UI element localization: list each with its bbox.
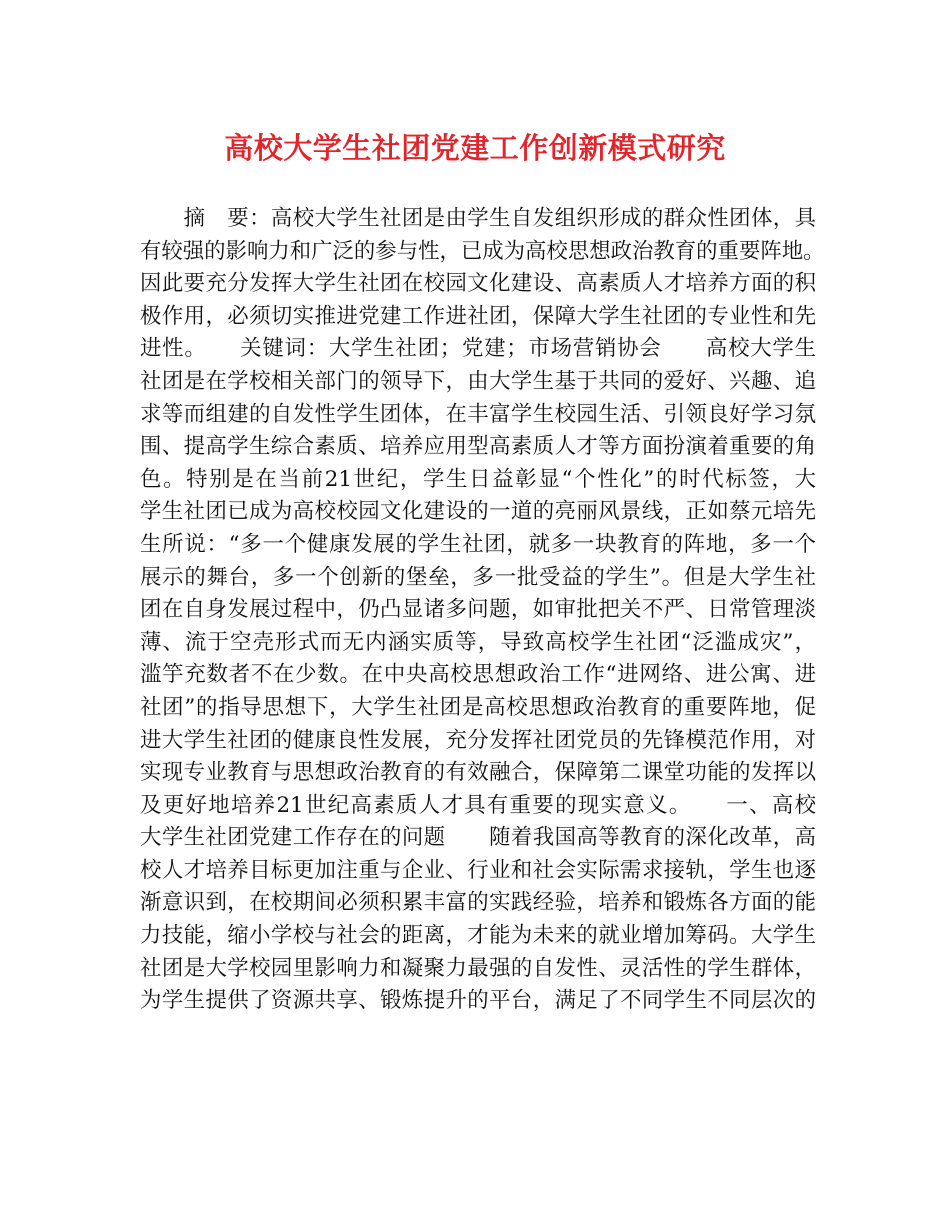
body-line-25: 为学生提供了资源共享、锻炼提升的平台，满足了不同学生不同层次的 [140,988,816,1014]
body-line-12: 展示的舞台，多一个创新的堡垒，多一批受益的学生”。但是大学生社 [140,564,816,590]
body-line-6: 社团是在学校相关部门的领导下，由大学生基于共同的爱好、兴趣、追 [140,368,816,394]
body-line-10: 学生社团已成为高校校园文化建设的一道的亮丽风景线，正如蔡元培先 [140,499,816,525]
body-line-21: 校人才培养目标更加注重与企业、行业和社会实际需求接轨，学生也逐 [140,857,816,883]
body-line-1: 摘 要：高校大学生社团是由学生自发组织形成的群众性团体，具 [140,206,816,231]
body-line-7: 求等而组建的自发性学生团体，在丰富学生校园生活、引领良好学习氛 [140,401,816,427]
body-line-23: 力技能，缩小学校与社会的距离，才能为未来的就业增加筹码。大学生 [140,923,816,949]
body-line-5: 进性。 关键词：大学生社团；党建；市场营销协会 高校大学生 [140,336,816,362]
body-line-8: 围、提高学生综合素质、培养应用型高素质人才等方面扮演着重要的角 [140,434,816,460]
document-body [140,203,825,1018]
body-line-18: 实现专业教育与思想政治教育的有效融合，保障第二课堂功能的发挥以 [140,760,816,786]
body-line-24: 社团是大学校园里影响力和凝聚力最强的自发性、灵活性的学生群体， [140,955,816,981]
body-line-9: 色。特别是在当前21世纪，学生日益彰显“个性化”的时代标签，大 [140,466,816,492]
document-title: 高校大学生社团党建工作创新模式研究 [224,131,726,165]
body-line-16: 社团”的指导思想下，大学生社团是高校思想政治教育的重要阵地，促 [140,694,816,720]
body-line-19: 及更好地培养21世纪高素质人才具有重要的现实意义。 一、高校 [140,792,816,818]
body-line-22: 渐意识到，在校期间必须积累丰富的实践经验，培养和锻炼各方面的能 [140,890,816,916]
body-line-15: 滥竽充数者不在少数。在中央高校思想政治工作“进网络、进公寓、进 [140,662,816,688]
body-line-13: 团在自身发展过程中，仍凸显诸多问题，如审批把关不严、日常管理淡 [140,597,816,623]
body-line-4: 极作用，必须切实推进党建工作进社团，保障大学生社团的专业性和先 [140,303,816,329]
body-line-2: 有较强的影响力和广泛的参与性，已成为高校思想政治教育的重要阵地。 [140,238,825,264]
body-line-3: 因此要充分发挥大学生社团在校园文化建设、高素质人才培养方面的积 [140,271,816,297]
body-line-14: 薄、流于空壳形式而无内涵实质等，导致高校学生社团“泛滥成灾”， [140,629,816,655]
body-line-20: 大学生社团党建工作存在的问题 随着我国高等教育的深化改革，高 [140,825,816,851]
body-line-11: 生所说：“多一个健康发展的学生社团，就多一块教育的阵地，多一个 [140,531,816,557]
body-line-17: 进大学生社团的健康良性发展，充分发挥社团党员的先锋模范作用，对 [140,727,816,753]
